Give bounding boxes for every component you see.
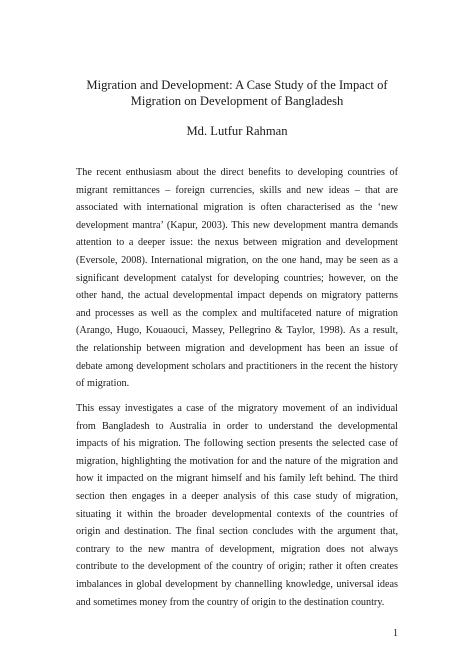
title-line-2: Migration on Development of Bangladesh (130, 94, 344, 108)
title-line-1: Migration and Development: A Case Study of the Impact of (86, 78, 388, 92)
document-title (60, 77, 414, 109)
body-paragraph-1: The recent enthusiasm about the direct benefits to developing countries of migrant remittances – foreign currencies, skills and new ideas – that are associated with international migration is often characterised as the ‘new development mantra’ (Kapur, 2003). This new development mantra demands attention to a deeper issue: the nexus between migration and development (Eversole, 2008). International migration, on the one hand, may be seen as a significant development catalyst for developing countries; however, on the other hand, the actual developmental impact depends on migratory patterns and processes as well as the complex and multifaceted nature of migration (Arango, Hugo, Kouaouci, Massey, Pellegrino & Taylor, 1998). As a result, the relationship between migration and development has been an issue of debate among development scholars and practitioners in the recent the history of migration. (76, 167, 398, 390)
page-number: 1 (393, 628, 398, 639)
body-paragraph-2: This essay investigates a case of the migratory movement of an individual from Bangladesh to Australia in order to understand the developmental impacts of his migration. The following section presents the selected case of migration, highlighting the motivation for and the nature of the migration and how it impacted on the migrant himself and his family left behind. The third section then engages in a deeper analysis of this case study of migration, situating it within the broader developmental contexts of the countries of origin and destination. The final section concludes with the argument that, contrary to the new mantra of development, migration does not always contribute to the development of the country of origin; rather it often creates imbalances in global development by channelling knowledge, universal ideas and sometimes money from the country of origin to the destination country. (76, 403, 398, 608)
author-name: Md. Lutfur Rahman (186, 124, 288, 138)
